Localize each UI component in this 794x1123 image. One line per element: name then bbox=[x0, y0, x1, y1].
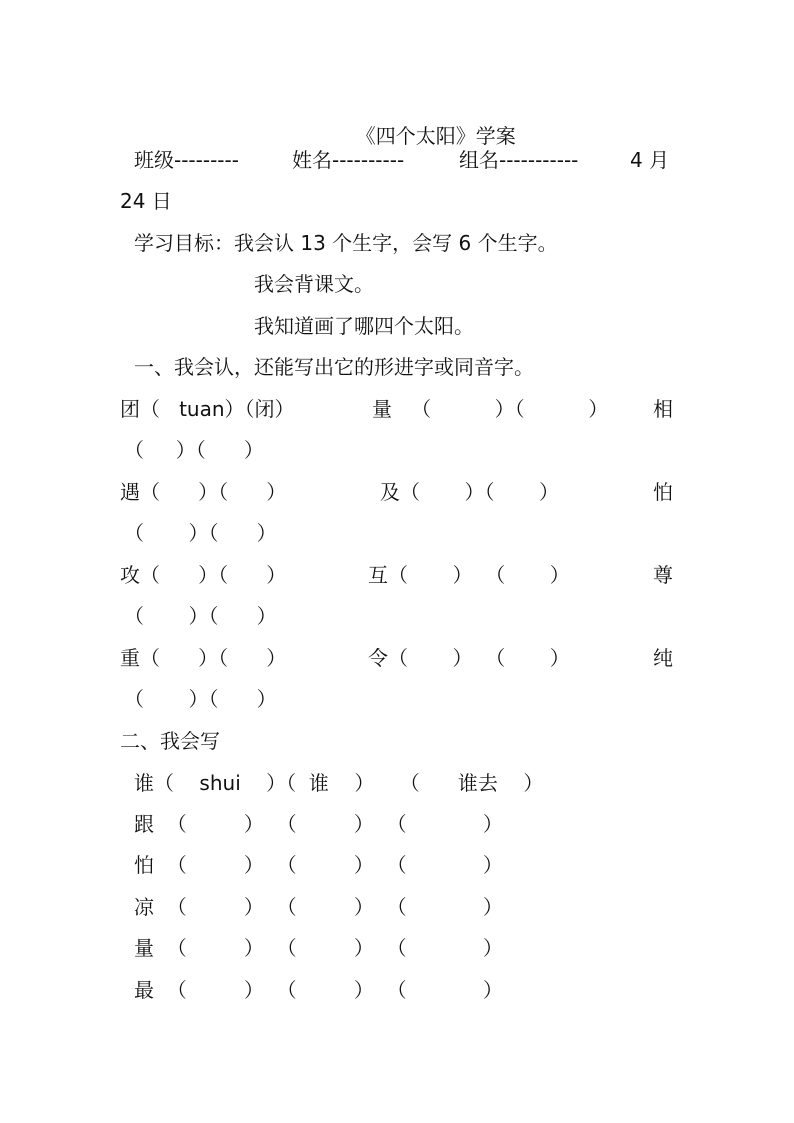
s1-row3-cont: （ ）（ ） bbox=[124, 604, 277, 628]
section1-heading: 一、我会认，还能写出它的形进字或同音字。 bbox=[134, 355, 534, 379]
s2-row-2: 跟 （ ） （ ） （ ） bbox=[134, 812, 503, 836]
s1-row3-c: 尊 bbox=[653, 563, 673, 587]
s2-row-3: 怕 （ ） （ ） （ ） bbox=[134, 853, 503, 877]
s1-row1-c: 相 bbox=[653, 397, 673, 421]
date-month: 4 月 bbox=[630, 148, 670, 172]
s1-row1-cont: （ ）（ ） bbox=[124, 438, 264, 462]
s1-row1-b: 量 （ ）（ ） bbox=[372, 397, 609, 421]
s1-row4-b: 令（ ） （ ） bbox=[368, 646, 570, 670]
s1-row2-cont: （ ）（ ） bbox=[124, 521, 277, 545]
s1-row2-b: 及（ ）（ ） bbox=[380, 480, 560, 504]
s1-row3-b: 互（ ） （ ） bbox=[368, 563, 570, 587]
s1-row4-c: 纯 bbox=[653, 646, 673, 670]
goal-line-3: 我知道画了哪四个太阳。 bbox=[254, 314, 474, 338]
date-day: 24 日 bbox=[120, 189, 172, 213]
s1-row2-c: 怕 bbox=[653, 480, 673, 504]
goal-line-2: 我会背课文。 bbox=[254, 272, 374, 296]
s2-row-5: 量 （ ） （ ） （ ） bbox=[134, 936, 503, 960]
s2-row-4: 凉 （ ） （ ） （ ） bbox=[134, 895, 503, 919]
s2-row-1: 谁（ shui ）（ 谁 ） （ 谁去 ） bbox=[134, 771, 544, 795]
s1-row4-a: 重（ ）（ ） bbox=[120, 646, 287, 670]
name-label: 姓名---------- bbox=[292, 148, 405, 172]
group-label: 组名----------- bbox=[459, 148, 579, 172]
s2-row-6: 最 （ ） （ ） （ ） bbox=[134, 978, 503, 1002]
goal-line-1: 学习目标：我会认 13 个生字，会写 6 个生字。 bbox=[134, 231, 558, 255]
page-title-text: 《四个太阳》学案 bbox=[355, 124, 516, 148]
s1-row3-a: 攻（ ）（ ） bbox=[120, 563, 287, 587]
section2-heading: 二、我会写 bbox=[120, 729, 220, 753]
class-label: 班级--------- bbox=[134, 148, 239, 172]
s1-row1-a: 团（ tuan）（闭） bbox=[120, 397, 295, 421]
s1-row4-cont: （ ）（ ） bbox=[124, 687, 277, 711]
s1-row2-a: 遇（ ）（ ） bbox=[120, 480, 287, 504]
